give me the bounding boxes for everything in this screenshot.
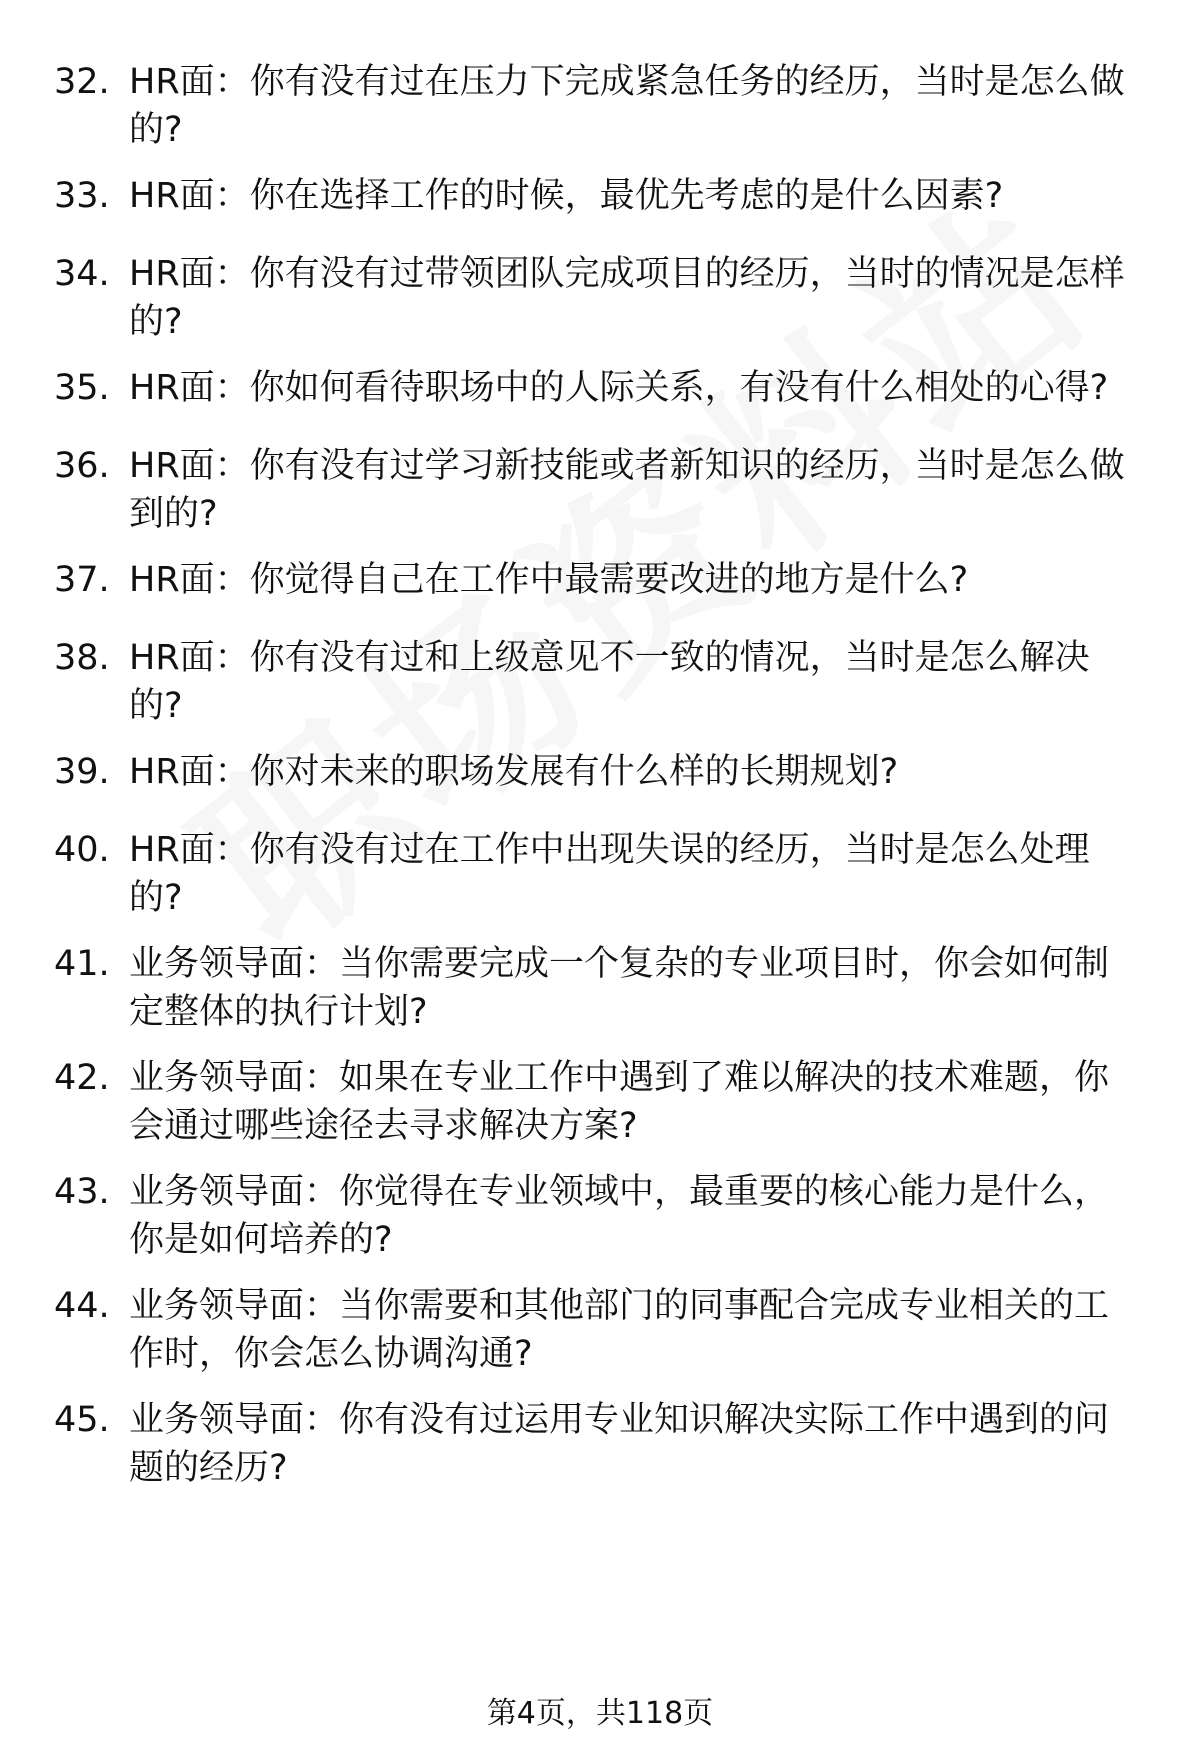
list-item xyxy=(0,556,1200,604)
question-number: 33. xyxy=(54,176,110,216)
list-item xyxy=(0,364,1200,412)
list-item xyxy=(0,250,1200,346)
question-number: 44. xyxy=(54,1286,110,1326)
question-number: 39. xyxy=(54,752,110,792)
list-item xyxy=(0,172,1200,220)
question-number: 32. xyxy=(54,62,110,102)
question-line: 作时，你会怎么协调沟通? xyxy=(129,1334,533,1374)
list-item xyxy=(0,1168,1200,1264)
question-text xyxy=(129,940,1159,1036)
list-item xyxy=(0,826,1200,922)
list-item xyxy=(0,442,1200,538)
list-item xyxy=(0,940,1200,1036)
question-number: 35. xyxy=(54,368,110,408)
list-item xyxy=(0,634,1200,730)
question-line: 业务领导面：如果在专业工作中遇到了难以解决的技术难题，你 xyxy=(129,1058,1110,1098)
list-item xyxy=(0,58,1200,154)
question-line: HR面：你有没有过在压力下完成紧急任务的经历，当时是怎么做 xyxy=(129,62,1125,102)
question-text xyxy=(129,1282,1159,1378)
question-number: 45. xyxy=(54,1400,110,1440)
question-number: 34. xyxy=(54,254,110,294)
question-line: 业务领导面：当你需要和其他部门的同事配合完成专业相关的工 xyxy=(129,1286,1110,1326)
question-text xyxy=(129,364,1159,412)
question-number: 37. xyxy=(54,560,110,600)
question-line: 到的? xyxy=(129,494,218,534)
question-number: 40. xyxy=(54,830,110,870)
question-line: HR面：你对未来的职场发展有什么样的长期规划? xyxy=(129,752,899,792)
question-line: 的? xyxy=(129,302,183,342)
list-item xyxy=(0,1054,1200,1150)
question-number: 41. xyxy=(54,944,110,984)
question-number: 42. xyxy=(54,1058,110,1098)
question-line: HR面：你有没有过带领团队完成项目的经历，当时的情况是怎样 xyxy=(129,254,1125,294)
question-line: 业务领导面：当你需要完成一个复杂的专业项目时，你会如何制 xyxy=(129,944,1110,984)
question-text xyxy=(129,556,1159,604)
page-footer: 第4页，共118页 xyxy=(486,1696,714,1731)
question-line: 业务领导面：你有没有过运用专业知识解决实际工作中遇到的问 xyxy=(129,1400,1110,1440)
question-line: 的? xyxy=(129,686,183,726)
question-text xyxy=(129,172,1159,220)
question-line: HR面：你有没有过在工作中出现失误的经历，当时是怎么处理 xyxy=(129,830,1090,870)
question-number: 36. xyxy=(54,446,110,486)
list-item xyxy=(0,1282,1200,1378)
question-line: 会通过哪些途径去寻求解决方案? xyxy=(129,1106,638,1146)
question-line: HR面：你在选择工作的时候，最优先考虑的是什么因素? xyxy=(129,176,1004,216)
list-item xyxy=(0,1396,1200,1492)
question-text xyxy=(129,442,1159,538)
question-text xyxy=(129,634,1159,730)
question-line: 的? xyxy=(129,878,183,918)
question-line: HR面：你有没有过学习新技能或者新知识的经历，当时是怎么做 xyxy=(129,446,1125,486)
question-line: 题的经历? xyxy=(129,1448,288,1488)
question-text xyxy=(129,1054,1159,1150)
question-text xyxy=(129,748,1159,796)
question-text xyxy=(129,1396,1159,1492)
question-line: HR面：你如何看待职场中的人际关系，有没有什么相处的心得? xyxy=(129,368,1109,408)
question-text xyxy=(129,250,1159,346)
question-line: HR面：你觉得自己在工作中最需要改进的地方是什么? xyxy=(129,560,969,600)
question-text xyxy=(129,1168,1159,1264)
question-line: 业务领导面：你觉得在专业领域中，最重要的核心能力是什么， xyxy=(129,1172,1110,1212)
question-text xyxy=(129,58,1159,154)
question-number: 43. xyxy=(54,1172,110,1212)
list-item xyxy=(0,748,1200,796)
question-text xyxy=(129,826,1159,922)
question-line: HR面：你有没有过和上级意见不一致的情况，当时是怎么解决 xyxy=(129,638,1090,678)
question-number: 38. xyxy=(54,638,110,678)
question-line: 的? xyxy=(129,110,183,150)
question-line: 定整体的执行计划? xyxy=(129,992,428,1032)
question-line: 你是如何培养的? xyxy=(129,1220,393,1260)
